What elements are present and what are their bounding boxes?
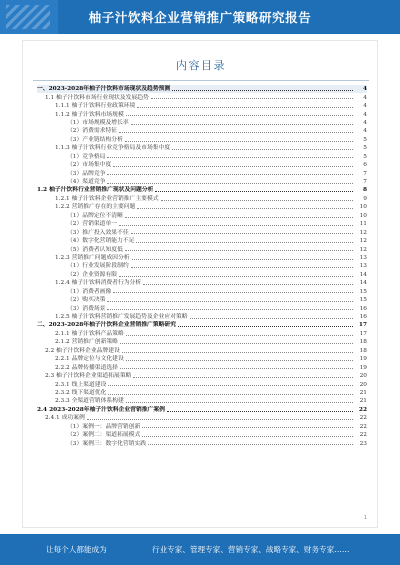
toc-entry-page: 13	[359, 254, 367, 261]
toc-entry-title: （2）购买决策	[67, 297, 106, 304]
toc-leader-dots	[133, 377, 353, 378]
toc-entry-title: （3）案例三：数字化营销实践	[67, 440, 147, 447]
footer-tagline: 行业专家、管理专家、营销专家、战略专家、财务专家……	[152, 545, 350, 554]
toc-entry[interactable]	[37, 212, 367, 220]
toc-entry-title: （3）品牌竞争	[67, 170, 106, 177]
toc-entry[interactable]	[37, 389, 367, 397]
toc-entry-page: 21	[359, 389, 367, 396]
toc-entry[interactable]	[37, 119, 367, 127]
toc-entry-page: 10	[359, 204, 367, 211]
toc-entry-title: 2.1.2 营销推广创新策略	[55, 339, 118, 346]
toc-entry-page: 4	[363, 119, 367, 126]
toc-entry-page: 23	[359, 440, 367, 447]
toc-entry-page: 18	[359, 347, 367, 354]
toc-entry-title: 2.1.1 柚子汁饮料产品策略	[55, 330, 124, 337]
toc-entry[interactable]	[37, 153, 367, 161]
toc-entry-title: （2）消费需求特征	[67, 128, 118, 135]
toc-leader-dots	[87, 419, 353, 420]
toc-entry-page: 19	[359, 356, 367, 363]
toc-entry[interactable]	[37, 220, 367, 228]
toc-entry-page: 7	[363, 170, 367, 177]
toc-entry[interactable]	[37, 355, 367, 363]
toc-entry-page: 15	[359, 297, 367, 304]
toc-entry-page: 12	[359, 229, 367, 236]
toc-leader-dots	[172, 90, 353, 91]
toc-entry-title: 二、2023-2028年柚子汁饮料企业营销推广策略研究	[37, 322, 177, 329]
toc-entry-page: 5	[363, 153, 367, 160]
toc-title: 内容目录	[176, 59, 226, 72]
toc-leader-dots	[131, 233, 353, 234]
toc-entry-page: 9	[363, 195, 367, 202]
toc-leader-dots	[167, 411, 353, 412]
toc-leader-dots	[137, 107, 353, 108]
toc-leader-dots	[161, 200, 353, 201]
toc-entry-page: 14	[359, 280, 367, 287]
toc-leader-dots	[107, 309, 353, 310]
toc-entry[interactable]	[37, 245, 367, 253]
toc-entry-title: （4）数字化营销能力不足	[67, 238, 135, 245]
toc-entry-page: 17	[358, 322, 367, 329]
toc-entry-page: 4	[362, 86, 367, 93]
toc-leader-dots	[108, 394, 353, 395]
toc-entry-page: 6	[363, 162, 367, 169]
toc-entry-page: 4	[363, 128, 367, 135]
toc-leader-dots	[151, 98, 353, 99]
toc-leader-dots	[155, 191, 353, 192]
toc-entry-title: 2.2 柚子汁饮料企业品牌建设	[45, 347, 120, 354]
toc-entry-page: 15	[359, 288, 367, 295]
toc-leader-dots	[108, 385, 353, 386]
toc-entry[interactable]	[37, 262, 367, 270]
toc-leader-dots	[136, 242, 353, 243]
toc-entry-page: 4	[363, 111, 367, 118]
toc-entry-page: 11	[359, 221, 367, 228]
toc-entry-title: （1）竞争格局	[67, 153, 106, 160]
toc-entry[interactable]	[37, 271, 367, 279]
toc-entry[interactable]	[37, 161, 367, 169]
toc-entry[interactable]	[37, 237, 367, 245]
toc-entry-title: （1）消费者画像	[67, 288, 112, 295]
toc-entry[interactable]	[37, 186, 367, 194]
toc-entry-page: 22	[359, 432, 367, 439]
toc-entry[interactable]	[37, 110, 367, 118]
toc-entry[interactable]	[37, 288, 367, 296]
toc-entry-title: （5）消费者认知度低	[67, 246, 123, 253]
toc-entry-title: （1）市场规模及增长率	[67, 119, 129, 126]
toc-entry-title: （4）渠道竞争	[67, 179, 106, 186]
toc-entry-page: 5	[363, 136, 367, 143]
toc-leader-dots	[120, 368, 353, 369]
toc-entry-page: 18	[359, 339, 367, 346]
toc-entry-title: 1.2.1 柚子汁饮料企业营销推广主要模式	[55, 195, 159, 202]
toc-entry-title: 2.3.3 全渠道营销体系构建	[55, 398, 124, 405]
toc-leader-dots	[113, 292, 353, 293]
toc-entry-page: 17	[359, 330, 367, 337]
toc-leader-dots	[107, 183, 353, 184]
toc-entry-page: 16	[359, 305, 367, 312]
toc-entry-title: 1.1.3 柚子汁饮料行业竞争格局及市场集中度	[55, 145, 171, 152]
toc-leader-dots	[143, 284, 353, 285]
toc-entry[interactable]	[37, 439, 367, 447]
toc-entry-title: （2）案例二：渠道拓展模式	[67, 432, 141, 439]
toc-entry-page: 14	[359, 271, 367, 278]
toc-entry-title: （1）行业发展阶段制约	[67, 263, 129, 270]
toc-leader-dots	[137, 208, 353, 209]
toc-leader-dots	[142, 436, 353, 437]
toc-leader-dots	[132, 259, 353, 260]
toc-entry[interactable]	[37, 93, 367, 101]
toc-entry-page: 4	[363, 103, 367, 110]
toc-entry-title: 2.4.1 成功案例	[45, 415, 85, 422]
toc-entry-title: 1.1 柚子汁饮料市场行业现状及发展趋势	[45, 94, 149, 101]
toc-entry[interactable]	[37, 330, 367, 338]
toc-entry-title: 2.3 柚子汁饮料企业渠道拓展策略	[45, 373, 132, 380]
toc-entry-page: 22	[358, 406, 367, 413]
toc-leader-dots	[107, 301, 353, 302]
toc-entry[interactable]	[37, 406, 367, 414]
toc-entry[interactable]	[37, 228, 367, 236]
toc-leader-dots	[119, 225, 353, 226]
toc-entry-title: 一、2023-2028年柚子汁饮料市场现状及趋势预测	[37, 86, 171, 93]
toc-entry-title: 2.4 2023-2028年柚子汁饮料企业营销推广案例	[37, 406, 165, 413]
toc-entry-title: 1.2.2 营销推广存在的主要问题	[55, 204, 136, 211]
table-of-contents	[37, 85, 367, 448]
toc-leader-dots	[125, 217, 353, 218]
toc-entry-page: 8	[362, 187, 367, 194]
toc-leader-dots	[119, 132, 353, 133]
toc-leader-dots	[126, 335, 353, 336]
report-title: 柚子汁饮料企业营销推广策略研究报告	[88, 10, 312, 25]
toc-entry[interactable]	[37, 414, 367, 422]
toc-entry[interactable]	[37, 363, 367, 371]
toc-entry[interactable]	[37, 85, 367, 93]
toc-leader-dots	[148, 444, 353, 445]
toc-entry[interactable]	[37, 397, 367, 405]
toc-entry[interactable]	[37, 127, 367, 135]
toc-entry[interactable]	[37, 136, 367, 144]
toc-divider	[33, 80, 369, 81]
toc-entry-page: 10	[359, 212, 367, 219]
toc-leader-dots	[131, 124, 353, 125]
toc-entry-title: （1）品牌定位不清晰	[67, 212, 123, 219]
toc-entry-title: （1）案例一：品牌营销创新	[67, 423, 141, 430]
toc-entry[interactable]	[37, 169, 367, 177]
toc-entry[interactable]	[37, 347, 367, 355]
toc-leader-dots	[122, 352, 353, 353]
toc-entry-title: 1.2.3 营销推广问题成因分析	[55, 254, 130, 261]
toc-leader-dots	[125, 141, 353, 142]
toc-entry[interactable]	[37, 203, 367, 211]
toc-entry-title: 2.2.2 品牌传播渠道选择	[55, 364, 118, 371]
toc-entry[interactable]	[37, 321, 367, 329]
logo-icon	[0, 0, 58, 34]
toc-entry-page: 4	[363, 94, 367, 101]
toc-entry-title: 2.3.1 线上渠道建设	[55, 381, 107, 388]
toc-entry[interactable]	[37, 195, 367, 203]
toc-leader-dots	[107, 157, 353, 158]
toc-entry-title: 2.2.1 品牌定位与文化建设	[55, 356, 124, 363]
toc-entry-page: 22	[359, 415, 367, 422]
toc-entry-title: 1.1.2 柚子汁饮料市场规模	[55, 111, 124, 118]
toc-entry-title: 2.3.2 线下渠道优化	[55, 389, 107, 396]
toc-entry[interactable]	[37, 178, 367, 186]
toc-entry[interactable]	[37, 102, 367, 110]
toc-entry-title: 1.2.5 柚子汁饮料营销推广发展趋势及企业应对策略	[55, 314, 188, 321]
toc-entry-page: 20	[359, 373, 367, 380]
toc-entry-page: 21	[359, 398, 367, 405]
toc-leader-dots	[126, 402, 353, 403]
document-page	[22, 40, 378, 528]
toc-leader-dots	[131, 267, 353, 268]
toc-leader-dots	[119, 276, 353, 277]
toc-entry-title: 1.1.1 柚子汁饮料行业政策环境	[55, 103, 136, 110]
toc-leader-dots	[142, 427, 353, 428]
toc-entry-title: （3）产业链结构分析	[67, 136, 123, 143]
page-number: 1	[363, 515, 367, 521]
toc-entry-title: （3）消费场景	[67, 305, 106, 312]
toc-entry[interactable]	[37, 304, 367, 312]
toc-entry[interactable]	[37, 380, 367, 388]
toc-entry-page: 20	[359, 381, 367, 388]
toc-entry-page: 12	[359, 238, 367, 245]
toc-entry[interactable]	[37, 431, 367, 439]
toc-entry[interactable]	[37, 144, 367, 152]
toc-entry-page: 22	[359, 423, 367, 430]
toc-entry[interactable]	[37, 423, 367, 431]
toc-entry-title: （2）营销渠道单一	[67, 221, 118, 228]
footer-slogan: 让每个人都能成为	[46, 545, 107, 554]
toc-leader-dots	[126, 360, 353, 361]
toc-entry-page: 13	[359, 263, 367, 270]
toc-leader-dots	[125, 250, 353, 251]
toc-entry-title: （3）推广投入效果不佳	[67, 229, 129, 236]
toc-leader-dots	[120, 343, 353, 344]
toc-entry-page: 5	[363, 145, 367, 152]
toc-leader-dots	[107, 174, 353, 175]
toc-entry-page: 16	[359, 314, 367, 321]
toc-entry[interactable]	[37, 296, 367, 304]
toc-entry-title: （2）企业资源有限	[67, 271, 118, 278]
toc-entry-page: 7	[363, 179, 367, 186]
toc-leader-dots	[126, 115, 353, 116]
report-header	[0, 0, 400, 34]
toc-entry[interactable]	[37, 338, 367, 346]
report-footer	[0, 534, 400, 565]
toc-leader-dots	[172, 149, 353, 150]
toc-entry[interactable]	[37, 254, 367, 262]
toc-entry-page: 12	[359, 246, 367, 253]
toc-leader-dots	[113, 166, 353, 167]
toc-leader-dots	[190, 318, 353, 319]
toc-entry[interactable]	[37, 279, 367, 287]
toc-entry-title: 1.2 柚子汁饮料行业营销推广现状及问题分析	[37, 187, 154, 194]
toc-entry[interactable]	[37, 372, 367, 380]
toc-leader-dots	[178, 326, 353, 327]
toc-entry-title: 1.2.4 柚子汁饮料消费者行为分析	[55, 280, 142, 287]
toc-entry-title: （2）市场集中度	[67, 162, 112, 169]
toc-entry[interactable]	[37, 313, 367, 321]
toc-entry-page: 19	[359, 364, 367, 371]
